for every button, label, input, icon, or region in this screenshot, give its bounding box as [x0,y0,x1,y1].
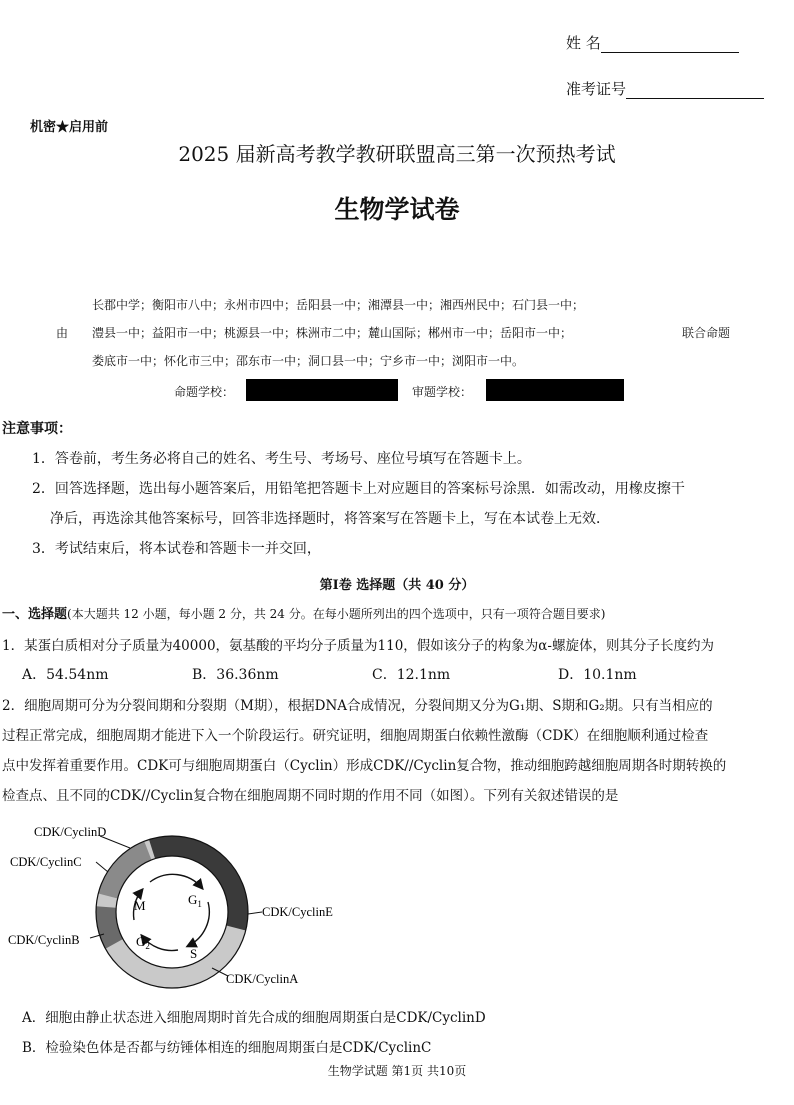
q1-option-a: A．54.54nm [22,667,109,683]
note-2a: 2．回答选择题，选出每小题答案后，用铅笔把答题卡上对应题目的答案标号涂黑．如需改动，用橡皮擦干 [32,481,685,497]
phase-g1: $G_1$ [188,892,202,909]
q1-option-d: D．10.1nm [558,667,637,683]
author-school-label: 命题学校： [174,385,235,399]
q1-option-b: B．36.36nm [192,667,279,683]
ring-segment-m [108,851,148,896]
q2-line-1: 2．细胞周期可分为分裂间期和分裂期（M期），根据DNA合成情况，分裂间期又分为G₁期、S期和G₂期。只有当相应的 [2,698,713,714]
cell-cycle-diagram [0,818,360,998]
ring-segment-g2 [106,907,114,944]
note-2b: 净后，再选涂其他答案标号，回答非选择题时，将答案写在答题卡上，写在本试卷上无效． [50,511,610,527]
notes-title: 注意事项： [2,421,72,437]
q1-text: 1．某蛋白质相对分子质量为40000，氨基酸的平均分子质量为110，假如该分子的构象为α-螺旋体，则其分子长度约为 [2,638,714,654]
label-cyclin-b: CDK/CyclinB [8,933,80,947]
author-school-redacted [246,379,398,401]
label-cyclin-a: CDK/CyclinA [226,972,299,986]
reviewer-school-label: 审题学校： [412,385,473,399]
phase-s: S [190,946,198,961]
exam-id-field [566,78,764,99]
name-label: 姓 名 [566,34,601,52]
schools-line-3: 娄底市一中；怀化市三中；邵东市一中；洞口县一中；宁乡市一中；浏阳市一中。 [92,354,525,368]
note-3: 3．考试结束后，将本试卷和答题卡一并交回， [32,541,321,557]
name-blank[interactable] [601,36,739,53]
phase-g2: $G_2$ [136,934,150,951]
subject-title: 生物学试卷 [334,195,460,224]
page-footer: 生物学试题 第1页 共10页 [327,1064,467,1078]
part-1-header [2,603,605,622]
label-cyclin-e: CDK/CyclinE [262,905,333,919]
schools-line-2: 澧县一中；益阳市一中；桃源县一中；株洲市二中；麓山国际；郴州市一中；岳阳市一中； [92,326,573,340]
part-1-desc: (本大题共 12 小题，每小题 2 分，共 24 分。在每小题所列出的四个选项中，只有一项符合题目要求) [67,607,606,621]
q2-line-3: 点中发挥着重要作用。CDK可与细胞周期蛋白（Cyclin）形成CDK//Cyclin复合物，推动细胞跨越细胞周期各时期转换的 [2,758,727,774]
q2-line-4: 检查点、且不同的CDK//Cyclin复合物在细胞周期不同时期的作用不同（如图）。下列有关叙述错误的是 [2,788,619,804]
label-cyclin-c: CDK/CyclinC [10,855,82,869]
q2-line-2: 过程正常完成，细胞周期才能进下入一个阶段运行。研究证明，细胞周期蛋白依赖性激酶（CDK）在细胞顺利通过检查 [2,728,709,744]
q1-option-c: C．12.1nm [372,667,451,683]
exam-id-blank[interactable] [626,82,764,99]
secret-label: 机密★启用前 [30,120,109,135]
section-title: 第Ⅰ卷 选择题（共 40 分） [319,578,475,593]
part-1-label: 一、选择题 [2,607,68,622]
phase-m: M [134,898,146,913]
reviewer-school-redacted [486,379,624,401]
cycle-arrow-top [150,874,202,888]
schools-line-1: 长郡中学；衡阳市八中；永州市四中；岳阳县一中；湘潭县一中；湘西州民中；石门县一中； [92,298,585,312]
schools-joint: 联合命题 [682,326,731,340]
schools-you: 由 [56,326,69,340]
label-cyclin-d: CDK/CyclinD [34,825,107,839]
name-field [566,32,739,53]
exam-title: 2025 届新高考教学教研联盟高三第一次预热考试 [178,142,616,166]
q2-option-b: B．检验染色体是否都与纺锤体相连的细胞周期蛋白是CDK/CyclinC [22,1040,432,1056]
exam-id-label: 准考证号 [566,80,627,98]
q2-option-a: A．细胞由静止状态进入细胞周期时首先合成的细胞周期蛋白是CDK/CyclinD [22,1010,486,1026]
note-1: 1．答卷前，考生务必将自己的姓名、考生号、考场号、座位号填写在答题卡上。 [32,451,531,467]
